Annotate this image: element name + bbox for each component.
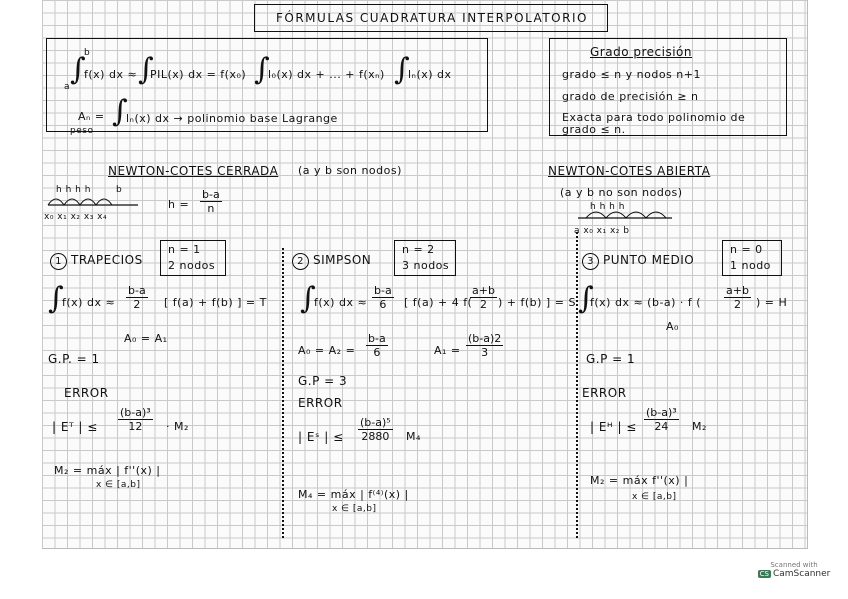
simpson-a1: A₁ = — [434, 344, 461, 357]
integral-sign: ∫ — [48, 281, 64, 316]
trapecios-m-range: x ∈ [a,b] — [96, 480, 141, 490]
numerator: (b-a)⁵ — [360, 416, 391, 429]
precision-line-3: Exacta para todo polinomio de — [562, 111, 746, 124]
simpson-a0-fraction — [366, 332, 388, 359]
simpson-a1-fraction — [466, 332, 503, 359]
trapecios-gp: G.P. = 1 — [48, 352, 100, 366]
punto-medio-error-fraction — [644, 406, 679, 433]
punto-medio-n: n = 0 — [730, 243, 763, 256]
denominator: 6 — [379, 298, 387, 311]
simpson-lhs: f(x) dx ≈ — [314, 296, 368, 309]
integral-sign: ∫ — [254, 52, 270, 87]
punto-medio-error-m: M₂ — [692, 420, 707, 433]
abierta-node-diagram — [574, 206, 674, 224]
numerator: a+b — [726, 284, 749, 297]
column-separator — [282, 248, 284, 538]
trapecios-lhs: f(x) dx ≈ — [62, 296, 116, 309]
punto-medio-title — [582, 253, 694, 270]
punto-medio-rhs: ) = H — [756, 296, 788, 309]
cerrada-heading: NEWTON-COTES CERRADA — [108, 164, 279, 178]
rule-number-badge: 1 — [50, 253, 67, 270]
simpson-error-fraction — [358, 416, 393, 443]
rule-number-badge: 3 — [582, 253, 599, 270]
cerrada-h-label: h = — [168, 198, 190, 211]
denominator: 2 — [133, 298, 141, 311]
trapecios-error-m: · M₂ — [166, 420, 189, 433]
integral-sign: ∫ — [112, 94, 128, 129]
punto-medio-m-range: x ∈ [a,b] — [632, 492, 677, 502]
simpson-gp: G.P = 3 — [298, 374, 348, 388]
trapecios-error-label: ERROR — [64, 386, 109, 400]
denominator: 6 — [373, 346, 381, 359]
simpson-error-lhs: | Eˢ | ≤ — [298, 430, 344, 444]
simpson-rhs-2: ) + f(b) ] = S — [498, 296, 576, 309]
abierta-subheading: (a y b no son nodos) — [560, 186, 683, 199]
limit-a: a — [64, 82, 71, 92]
simpson-n: n = 2 — [402, 243, 435, 256]
rule-name: PUNTO MEDIO — [603, 253, 695, 267]
numerator: (b-a)2 — [468, 332, 502, 345]
trapecios-rhs: [ f(a) + f(b) ] = T — [164, 296, 267, 309]
trapecios-title — [50, 253, 143, 270]
integral-sign: ∫ — [394, 52, 410, 87]
punto-medio-gp: G.P = 1 — [586, 352, 636, 366]
simpson-m-def: M₄ = máx | f⁽⁴⁾(x) | — [298, 488, 409, 501]
simpson-nodos: 3 nodos — [402, 259, 450, 272]
punto-medio-nodos: 1 nodo — [730, 259, 771, 272]
simpson-error-label: ERROR — [298, 396, 343, 410]
cerrada-h-fraction — [200, 188, 222, 215]
denominator: 24 — [654, 420, 669, 433]
trapecios-error-fraction — [118, 406, 153, 433]
trapecios-fraction — [126, 284, 148, 311]
camscanner-brand — [754, 569, 834, 579]
denominator: 2 — [479, 298, 487, 311]
page-title: FÓRMULAS CUADRATURA INTERPOLATORIO — [276, 11, 588, 25]
integral-sign: ∫ — [300, 281, 316, 316]
precision-line-4: grado ≤ n. — [562, 123, 626, 136]
integral-sign: ∫ — [138, 52, 154, 87]
abierta-h-letters: h h h h — [590, 202, 625, 212]
formula-pil: PIL(x) dx = f(x₀) — [150, 68, 247, 81]
numerator: b-a — [128, 284, 146, 297]
graph-paper-sheet — [42, 0, 808, 549]
simpson-fraction — [372, 284, 394, 311]
integral-sign: ∫ — [578, 281, 594, 316]
trapecios-nodos: 2 nodos — [168, 259, 216, 272]
an-label: Aₙ = — [78, 110, 105, 123]
simpson-m-range: x ∈ [a,b] — [332, 504, 377, 514]
cerrada-h-letters: h h h h — [56, 185, 91, 195]
camscanner-logo-icon: CS — [759, 570, 769, 578]
numerator: b-a — [368, 332, 386, 345]
rule-number-badge: 2 — [292, 253, 309, 270]
punto-medio-error-label: ERROR — [582, 386, 627, 400]
cerrada-node-diagram — [44, 193, 140, 211]
precision-line-1: grado ≤ n y nodos n+1 — [562, 68, 701, 81]
simpson-rhs: [ f(a) + 4 f( — [404, 296, 473, 309]
simpson-error-m: M₄ — [406, 430, 421, 443]
cerrada-nodes: x₀ x₁ x₂ x₃ x₄ — [44, 212, 108, 222]
precision-line-2: grado de precisión ≥ n — [562, 90, 699, 103]
camscanner-watermark — [754, 561, 834, 589]
denominator: 2880 — [361, 430, 390, 443]
rule-name: SIMPSON — [313, 253, 372, 267]
trapecios-weights: A₀ = A₁ — [124, 332, 168, 345]
formula-mid: l₀(x) dx + ... + f(xₙ) — [268, 68, 385, 81]
punto-medio-m-def: M₂ = máx f''(x) | — [590, 474, 689, 487]
simpson-title — [292, 253, 371, 270]
an-rhs: lₙ(x) dx → polinomio base Lagrange — [126, 112, 338, 125]
trapecios-n: n = 1 — [168, 243, 201, 256]
cerrada-subheading: (a y b son nodos) — [298, 164, 402, 177]
numerator: a+b — [472, 284, 495, 297]
h-denominator: n — [207, 202, 215, 215]
numerator: (b-a)³ — [646, 406, 677, 419]
rule-name: TRAPECIOS — [71, 253, 143, 267]
abierta-nodes: a x₀ x₁ x₂ b — [574, 226, 630, 236]
scanned-with-text: Scanned with — [770, 561, 818, 569]
h-numerator: b-a — [202, 188, 220, 201]
abierta-heading: NEWTON-COTES ABIERTA — [548, 164, 711, 178]
trapecios-error-lhs: | Eᵀ | ≤ — [52, 420, 98, 434]
simpson-a0a2: A₀ = A₂ = — [298, 344, 356, 357]
denominator: 2 — [733, 298, 741, 311]
numerator: b-a — [374, 284, 392, 297]
integral-sign: ∫ — [70, 52, 86, 87]
column-separator — [576, 232, 578, 538]
numerator: (b-a)³ — [120, 406, 151, 419]
limit-b: b — [84, 48, 91, 58]
simpson-mid-fraction — [470, 284, 497, 311]
peso-label: peso — [70, 126, 94, 136]
punto-medio-lhs: f(x) dx ≈ (b-a) · f ( — [590, 296, 702, 309]
cerrada-b-label: b — [116, 185, 123, 195]
formula-end: lₙ(x) dx — [408, 68, 452, 81]
denominator: 3 — [481, 346, 489, 359]
precision-heading: Grado precisión — [590, 45, 692, 59]
trapecios-m-def: M₂ = máx | f''(x) | — [54, 464, 161, 477]
punto-medio-a0: A₀ — [666, 320, 679, 333]
camscanner-brand-text: CamScanner — [772, 569, 831, 579]
formula-lhs: f(x) dx ≈ — [84, 68, 138, 81]
denominator: 12 — [128, 420, 143, 433]
punto-medio-fraction — [724, 284, 751, 311]
punto-medio-error-lhs: | Eᴴ | ≤ — [590, 420, 637, 434]
